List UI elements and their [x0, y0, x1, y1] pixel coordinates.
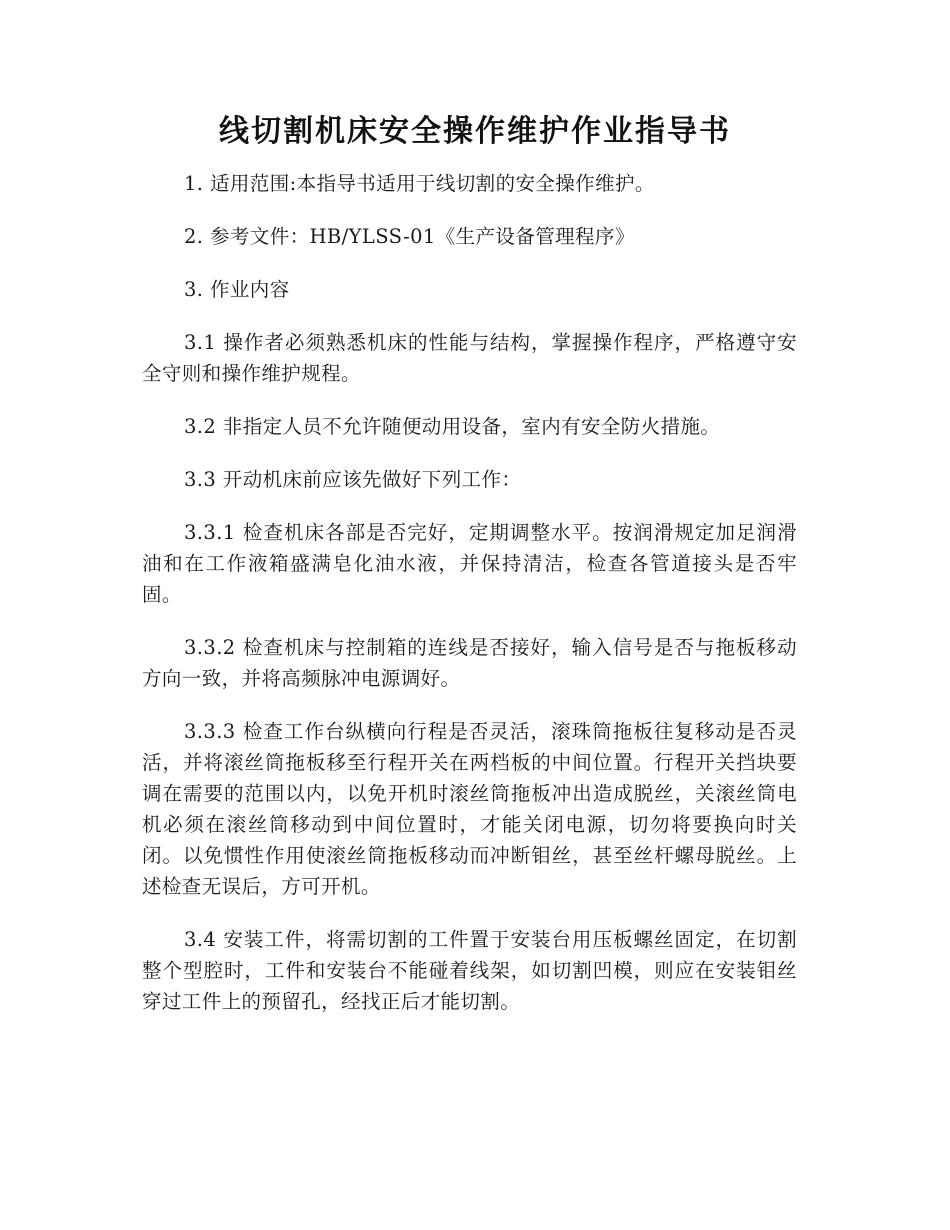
clause-3-1: 3.1 操作者必须熟悉机床的性能与结构，掌握操作程序，严格遵守安全守则和操作维护规程。 [142, 331, 797, 385]
document-body [142, 168, 797, 1039]
clause-3-3-2: 3.3.2 检查机床与控制箱的连线是否接好，输入信号是否与拖板移动方向一致，并将高频脉冲电源调好。 [142, 636, 797, 690]
clause-3-2: 3.2 非指定人员不允许随便动用设备，室内有安全防火措施。 [184, 415, 721, 438]
document-title: 线切割机床安全操作维护作业指导书 [219, 114, 731, 149]
section-scope: 1. 适用范围:本指导书适用于线切割的安全操作维护。 [184, 172, 655, 195]
section-work-content: 3. 作业内容 [184, 278, 290, 301]
clause-3-3-1: 3.3.1 检查机床各部是否完好，定期调整水平。按润滑规定加足润滑油和在工作液箱盛满皂化油水液，并保持清洁，检查各管道接头是否牢固。 [142, 521, 797, 606]
clause-3-4: 3.4 安装工件，将需切割的工件置于安装台用压板螺丝固定，在切割整个型腔时，工件和安装台不能碰着线架，如切割凹模，则应在安装钼丝穿过工件上的预留孔，经找正后才能切割。 [142, 928, 797, 1013]
clause-3-3-3: 3.3.3 检查工作台纵横向行程是否灵活，滚珠筒拖板往复移动是否灵活，并将滚丝筒拖板移至行程开关在两档板的中间位置。行程开关挡块要调在需要的范围以内，以免开机时滚丝筒拖板冲出造成脱丝，关滚丝筒电机必须在滚丝筒移动到中间位置时，才能关闭电源，切勿将要换向时关闭。以免惯性作用使滚丝筒拖板移动而冲断钼丝，甚至丝杆螺母脱丝。上述检查无误后，方可开机。 [142, 720, 797, 898]
section-reference: 2. 参考文件：HB/YLSS-01《生产设备管理程序》 [184, 225, 635, 248]
clause-3-3: 3.3 开动机床前应该先做好下列工作： [184, 468, 522, 491]
